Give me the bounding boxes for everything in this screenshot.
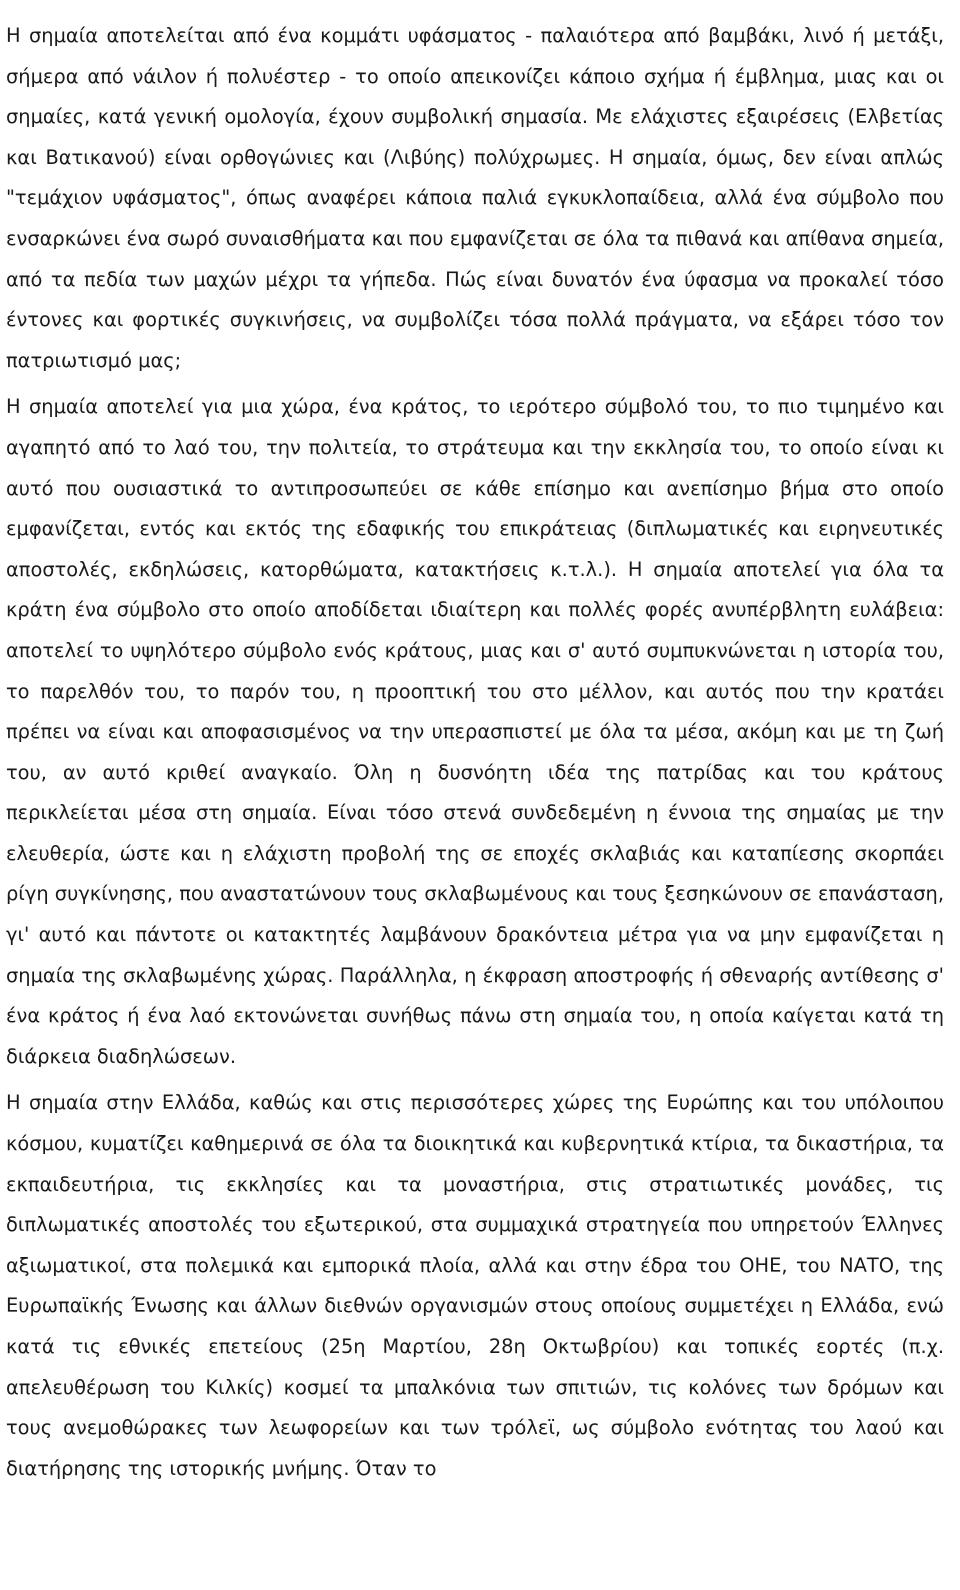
document-body: [6, 16, 944, 1495]
paragraph-1: Η σημαία αποτελείται από ένα κομμάτι υφάσματος - παλαιότερα από βαμβάκι, λινό ή μετάξι, σήμερα από νάιλον ή πολυέστερ - το οποίο απεικονίζει κάποιο σχήμα ή έμβλημα, μιας και οι σημαίες, κατά γενική ομολογία, έχουν συμβολική σημασία. Με ελάχιστες εξαιρέσεις (Ελβετίας και Βατικανού) είναι ορθογώνιες και (Λιβύης) πολύχρωμες. Η σημαία, όμως, δεν είναι απλώς "τεμάχιον υφάσματος", όπως αναφέρει κάποια παλιά εγκυκλοπαίδεια, αλλά ένα σύμβολο που ενσαρκώνει ένα σωρό συναισθήματα και που εμφανίζεται σε όλα τα πιθανά και απίθανα σημεία, από τα πεδία των μαχών μέχρι τα γήπεδα. Πώς είναι δυνατόν ένα ύφασμα να προκαλεί τόσο έντονες και φορτικές συγκινήσεις, να συμβολίζει τόσα πολλά πράγματα, να εξάρει τόσο τον πατριωτισμό μας;: [6, 24, 944, 372]
paragraph-3: Η σημαία στην Ελλάδα, καθώς και στις περισσότερες χώρες της Ευρώπης και του υπόλοιπου κόσμου, κυματίζει καθημερινά σε όλα τα διοικητικά και κυβερνητικά κτίρια, τα δικαστήρια, τα εκπαιδευτήρια, τις εκκλησίες και τα μοναστήρια, στις στρατιωτικές μονάδες, τις διπλωματικές αποστολές του εξωτερικού, στα συμμαχικά στρατηγεία που υπηρετούν Έλληνες αξιωματικοί, στα πολεμικά και εμπορικά πλοία, αλλά και στην έδρα του ΟΗΕ, του ΝΑΤΟ, της Ευρωπαϊκής Ένωσης και άλλων διεθνών οργανισμών στους οποίους συμμετέχει η Ελλάδα, ενώ κατά τις εθνικές επετείους (25η Μαρτίου, 28η Οκτωβρίου) και τοπικές εορτές (π.χ. απελευθέρωση του Κιλκίς) κοσμεί τα μπαλκόνια των σπιτιών, τις κολόνες των δρόμων και τους ανεμοθώρακες των λεωφορείων και των τρόλεϊ, ως σύμβολο ενότητας του λαού και διατήρησης της ιστορικής μνήμης. Όταν το: [6, 1091, 944, 1480]
paragraph-2: Η σημαία αποτελεί για μια χώρα, ένα κράτος, το ιερότερο σύμβολό του, το πιο τιμημένο και αγαπητό από το λαό του, την πολιτεία, το στράτευμα και την εκκλησία του, το οποίο είναι κι αυτό που ουσιαστικά το αντιπροσωπεύει σε κάθε επίσημο και ανεπίσημο βήμα στο οποίο εμφανίζεται, εντός και εκτός της εδαφικής του επικράτειας (διπλωματικές και ειρηνευτικές αποστολές, εκδηλώσεις, κατορθώματα, κατακτήσεις κ.τ.λ.). Η σημαία αποτελεί για όλα τα κράτη ένα σύμβολο στο οποίο αποδίδεται ιδιαίτερη και πολλές φορές ανυπέρβλητη ευλάβεια: αποτελεί το υψηλότερο σύμβολο ενός κράτους, μιας και σ' αυτό συμπυκνώνεται η ιστορία του, το παρελθόν του, το παρόν του, η προοπτική του στο μέλλον, και αυτός που την κρατάει πρέπει να είναι και αποφασισμένος να την υπερασπιστεί με όλα τα μέσα, ακόμη και με τη ζωή του, αν αυτό κριθεί αναγκαίο. Όλη η δυσνόητη ιδέα της πατρίδας και του κράτους περικλείεται μέσα στη σημαία. Είναι τόσο στενά συνδεδεμένη η έννοια της σημαίας με την ελευθερία, ώστε και η ελάχιστη προβολή της σε εποχές σκλαβιάς και καταπίεσης σκορπάει ρίγη συγκίνησης, που αναστατώνουν τους σκλαβωμένους και τους ξεσηκώνουν σε επανάσταση, γι' αυτό και πάντοτε οι κατακτητές λαμβάνουν δρακόντεια μέτρα για να μην εμφανίζεται η σημαία της σκλαβωμένης χώρας. Παράλληλα, η έκφραση αποστροφής ή σθεναρής αντίθεσης σ' ένα κράτος ή ένα λαό εκτονώνεται συνήθως πάνω στη σημαία του, η οποία καίγεται κατά τη διάρκεια διαδηλώσεων.: [6, 395, 944, 1068]
